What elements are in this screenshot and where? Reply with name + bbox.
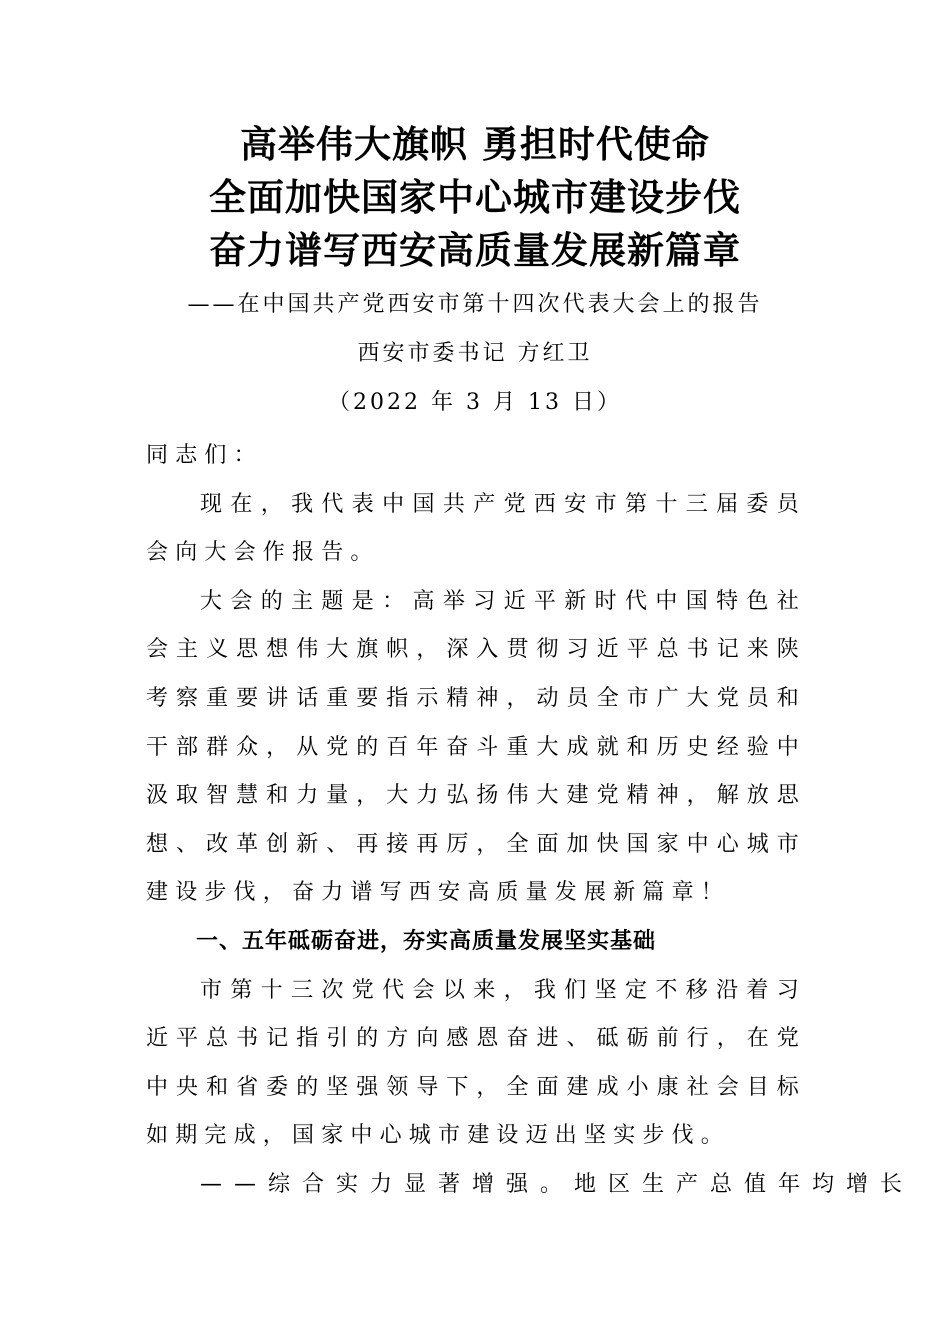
paragraph-2: 大会的主题是：高举习近平新时代中国特色社会主义思想伟大旗帜，深入贯彻习近平总书记来陕考察重要讲话重要指示精神，动员全市广大党员和干部群众，从党的百年奋斗重大成就和历史经验中汲取智慧和力量，大力弘扬伟大建党精神，解放思想、改革创新、再接再厉，全面加快国家中心城市建设步伐，奋力谱写西安高质量发展新篇章！ bbox=[146, 588, 806, 906]
report-date: （2022 年 3 月 13 日） bbox=[328, 390, 622, 415]
paragraph-last-line: ——综合实力显著增强。地区生产总值年均增长 bbox=[200, 1171, 915, 1197]
report-author: 西安市委书记 方红卫 bbox=[357, 341, 593, 366]
section-paragraph: 市第十三次党代会以来，我们坚定不移沿着习近平总书记指引的方向感恩奋进、砥砺前行，在党中央和省委的坚强领导下，全面建成小康社会目标如期完成，国家中心城市建设迈出坚实步伐。 bbox=[146, 977, 806, 1149]
title-line-2: 全面加快国家中心城市建设步伐 bbox=[209, 175, 741, 219]
section-heading: 一、五年砥砺奋进，夯实高质量发展坚实基础 bbox=[196, 928, 657, 954]
salutation: 同志们： bbox=[146, 443, 263, 468]
report-subtitle: ——在中国共产党西安市第十四次代表大会上的报告 bbox=[187, 292, 763, 317]
paragraph-1: 现在，我代表中国共产党西安市第十三届委员会向大会作报告。 bbox=[146, 491, 806, 566]
report-body bbox=[146, 432, 915, 1210]
report-title bbox=[0, 118, 950, 277]
title-line-3: 奋力谱写西安高质量发展新篇章 bbox=[209, 228, 741, 272]
title-line-1: 高举伟大旗帜 勇担时代使命 bbox=[240, 122, 710, 166]
